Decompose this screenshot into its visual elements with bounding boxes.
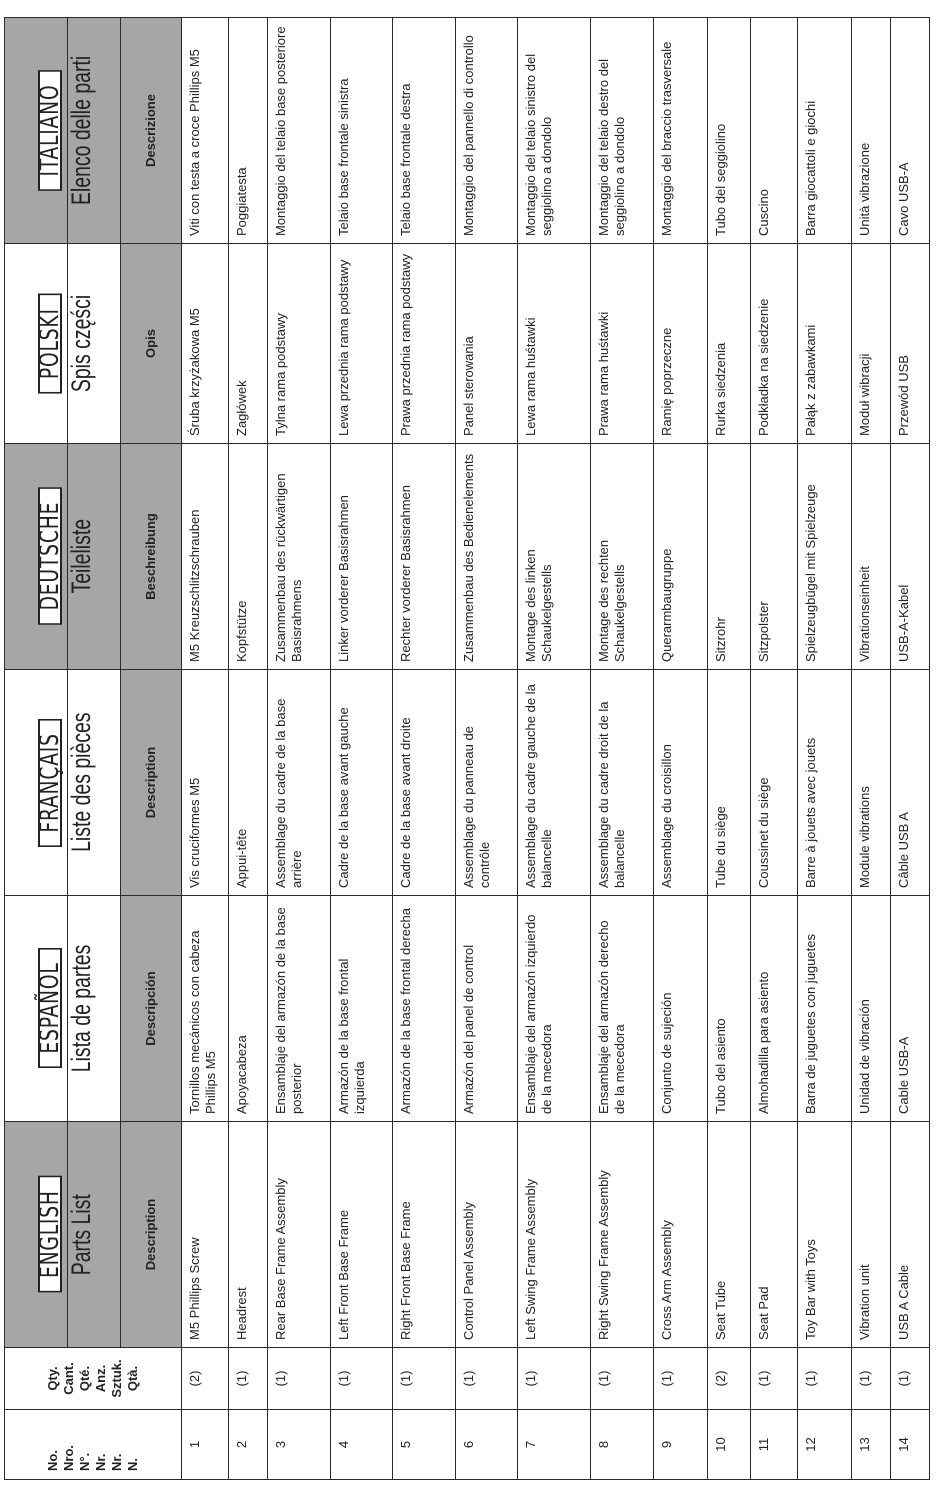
description-french: Assemblage du cadre de la base arrière	[267, 670, 330, 896]
description-french: Coussinet du siège	[750, 670, 797, 896]
table-row	[330, 18, 393, 1480]
table-row	[798, 18, 852, 1480]
description-polish: Ramię poprzeczne	[653, 244, 707, 444]
description-english: Seat Pad	[750, 1122, 797, 1348]
table-row	[393, 18, 456, 1480]
table-row	[518, 18, 591, 1480]
description-italian: Poggiatesta	[229, 18, 268, 244]
part-quantity: (1)	[393, 1348, 456, 1410]
part-number: 14	[890, 1410, 929, 1480]
description-spanish: Ensamblaje del armazón izquierdo de la mecedora	[518, 896, 591, 1122]
description-polish: Moduł wibracji	[852, 244, 891, 444]
part-quantity: (1)	[591, 1348, 654, 1410]
description-spanish: Armazón de la base frontal izquierda	[330, 896, 393, 1122]
part-number: 12	[798, 1410, 852, 1480]
description-english: Headrest	[229, 1122, 268, 1348]
title-cell-german	[67, 444, 121, 670]
description-header-spanish: Descripción	[121, 896, 181, 1122]
part-quantity: (2)	[707, 1348, 750, 1410]
description-french: Assemblage du croisillon	[653, 670, 707, 896]
description-italian: Tubo del seggiolino	[707, 18, 750, 244]
table-row	[229, 18, 268, 1480]
part-number: 8	[591, 1410, 654, 1480]
description-italian: Montaggio del telaio base posteriore	[267, 18, 330, 244]
description-header-polish: Opis	[121, 244, 181, 444]
description-english: Vibration unit	[852, 1122, 891, 1348]
table-row	[707, 18, 750, 1480]
part-number: 9	[653, 1410, 707, 1480]
language-cell-polish	[5, 244, 68, 444]
description-italian: Montaggio del telaio sinistro del seggiolino a dondolo	[518, 18, 591, 244]
description-german: Zusammenbau des Bedienelements	[455, 444, 518, 670]
description-french: Barre à jouets avec jouets	[798, 670, 852, 896]
table-row	[750, 18, 797, 1480]
table-row	[267, 18, 330, 1480]
language-name: ENGLISH	[38, 1176, 62, 1293]
description-italian: Montaggio del pannello di controllo	[455, 18, 518, 244]
description-spanish: Ensamblaje del armazón derecho de la mecedora	[591, 896, 654, 1122]
description-header-french: Description	[121, 670, 181, 896]
language-name: FRANÇAIS	[38, 718, 62, 846]
description-italian: Unità vibrazione	[852, 18, 891, 244]
description-italian: Cavo USB-A	[890, 18, 929, 244]
table-row	[181, 18, 228, 1480]
description-english: Control Panel Assembly	[455, 1122, 518, 1348]
title-cell-french	[67, 670, 121, 896]
description-polish: Podkładka na siedzenie	[750, 244, 797, 444]
parts-list-title: Lista de partes	[65, 944, 96, 1073]
description-english: Toy Bar with Toys	[798, 1122, 852, 1348]
description-italian: Cuscino	[750, 18, 797, 244]
description-polish: Lewa przednia rama podstawy	[330, 244, 393, 444]
table-row	[591, 18, 654, 1480]
part-quantity: (1)	[518, 1348, 591, 1410]
language-name: ESPAÑOL	[38, 949, 62, 1069]
description-french: Cadre de la base avant gauche	[330, 670, 393, 896]
description-spanish: Tornillos mecánicos con cabeza Phillips M5	[181, 896, 228, 1122]
part-quantity: (1)	[229, 1348, 268, 1410]
description-polish: Prawa rama huśtawki	[591, 244, 654, 444]
part-number: 5	[393, 1410, 456, 1480]
description-header-english: Description	[121, 1122, 181, 1348]
description-french: Module vibrations	[852, 670, 891, 896]
description-spanish: Almohadilla para asiento	[750, 896, 797, 1122]
description-french: Assemblage du panneau de contrôle	[455, 670, 518, 896]
description-german: USB-A-Kabel	[890, 444, 929, 670]
description-spanish: Tubo del asiento	[707, 896, 750, 1122]
description-german: Vibrationseinheit	[852, 444, 891, 670]
part-quantity: (1)	[653, 1348, 707, 1410]
description-spanish: Armazón de la base frontal derecha	[393, 896, 456, 1122]
description-italian: Viti con testa a croce Phillips M5	[181, 18, 228, 244]
description-french: Câble USB A	[890, 670, 929, 896]
description-german: M5 Kreuzschlitzschrauben	[181, 444, 228, 670]
description-polish: Tylna rama podstawy	[267, 244, 330, 444]
description-english: M5 Phillips Screw	[181, 1122, 228, 1348]
parts-list-title: Elenco delle parti	[65, 55, 96, 206]
description-italian: Barra giocattoli e giochi	[798, 18, 852, 244]
part-number: 1	[181, 1410, 228, 1480]
description-polish: Lewa rama huśtawki	[518, 244, 591, 444]
part-quantity: (1)	[852, 1348, 891, 1410]
language-name: ITALIANO	[38, 70, 62, 191]
part-quantity: (1)	[330, 1348, 393, 1410]
parts-list-title: Liste des pièces	[65, 712, 96, 853]
description-english: Right Swing Frame Assembly	[591, 1122, 654, 1348]
description-french: Vis cruciformes M5	[181, 670, 228, 896]
description-french: Appui-tête	[229, 670, 268, 896]
description-italian: Telaio base frontale sinistra	[330, 18, 393, 244]
description-polish: Panel sterowania	[455, 244, 518, 444]
title-cell-spanish	[67, 896, 121, 1122]
description-english: USB A Cable	[890, 1122, 929, 1348]
description-spanish: Conjunto de sujeción	[653, 896, 707, 1122]
parts-table	[4, 17, 930, 1480]
description-french: Cadre de la base avant droite	[393, 670, 456, 896]
description-german: Spielzeugbügel mit Spielzeuge	[798, 444, 852, 670]
part-number: 4	[330, 1410, 393, 1480]
description-english: Rear Base Frame Assembly	[267, 1122, 330, 1348]
description-italian: Montaggio del braccio trasversale	[653, 18, 707, 244]
title-cell-italian	[67, 18, 121, 244]
description-polish: Pałąk z zabawkami	[798, 244, 852, 444]
language-cell-german	[5, 444, 68, 670]
description-polish: Śruba krzyżakowa M5	[181, 244, 228, 444]
table-row	[890, 18, 929, 1480]
language-name: POLSKI	[38, 294, 62, 394]
title-cell-polish	[67, 244, 121, 444]
part-quantity: (2)	[181, 1348, 228, 1410]
language-name: DEUTSCHE	[38, 488, 62, 625]
quantity-column-header: Qty. Cant. Qté. Anz. Sztuk. Qtà.	[5, 1348, 182, 1410]
part-number: 2	[229, 1410, 268, 1480]
language-cell-italian	[5, 18, 68, 244]
description-german: Querarmbaugruppe	[653, 444, 707, 670]
description-french: Assemblage du cadre gauche de la balancelle	[518, 670, 591, 896]
description-german: Rechter vorderer Basisrahmen	[393, 444, 456, 670]
description-polish: Zagłówek	[229, 244, 268, 444]
description-spanish: Unidad de vibración	[852, 896, 891, 1122]
description-german: Kopfstütze	[229, 444, 268, 670]
part-quantity: (1)	[267, 1348, 330, 1410]
part-quantity: (1)	[798, 1348, 852, 1410]
description-french: Assemblage du cadre droit de la balancelle	[591, 670, 654, 896]
description-german: Sitzrohr	[707, 444, 750, 670]
title-cell-english	[67, 1122, 121, 1348]
description-german: Montage des rechten Schaukelgestells	[591, 444, 654, 670]
description-polish: Przewód USB	[890, 244, 929, 444]
description-polish: Rurka siedzenia	[707, 244, 750, 444]
description-spanish: Apoyacabeza	[229, 896, 268, 1122]
part-number: 7	[518, 1410, 591, 1480]
description-german: Montage des linken Schaukelgestells	[518, 444, 591, 670]
description-german: Linker vorderer Basisrahmen	[330, 444, 393, 670]
description-italian: Telaio base frontale destra	[393, 18, 456, 244]
parts-list-title: Parts List	[65, 1193, 96, 1276]
description-english: Right Front Base Frame	[393, 1122, 456, 1348]
description-english: Left Swing Frame Assembly	[518, 1122, 591, 1348]
part-number: 3	[267, 1410, 330, 1480]
table-row	[455, 18, 518, 1480]
description-header-german: Beschreibung	[121, 444, 181, 670]
part-number: 10	[707, 1410, 750, 1480]
part-number: 11	[750, 1410, 797, 1480]
description-spanish: Barra de juguetes con juguetes	[798, 896, 852, 1122]
parts-list-title: Teileliste	[65, 519, 96, 594]
language-cell-french	[5, 670, 68, 896]
description-spanish: Cable USB-A	[890, 896, 929, 1122]
description-spanish: Armazón del panel de control	[455, 896, 518, 1122]
language-cell-english	[5, 1122, 68, 1348]
part-number: 6	[455, 1410, 518, 1480]
description-french: Tube du siège	[707, 670, 750, 896]
parts-list-title: Spis części	[65, 294, 96, 393]
description-german: Zusammenbau des rückwärtigen Basisrahmens	[267, 444, 330, 670]
part-quantity: (1)	[455, 1348, 518, 1410]
description-english: Seat Tube	[707, 1122, 750, 1348]
table-row	[852, 18, 891, 1480]
description-polish: Prawa przednia rama podstawy	[393, 244, 456, 444]
description-header-italian: Descrizione	[121, 18, 181, 244]
description-italian: Montaggio del telaio destro del seggiolino a dondolo	[591, 18, 654, 244]
description-english: Cross Arm Assembly	[653, 1122, 707, 1348]
table-row	[653, 18, 707, 1480]
description-german: Sitzpolster	[750, 444, 797, 670]
number-column-header: No. Nro. N°. Nr. Nr. N.	[5, 1410, 182, 1480]
language-cell-spanish	[5, 896, 68, 1122]
part-quantity: (1)	[750, 1348, 797, 1410]
description-english: Left Front Base Frame	[330, 1122, 393, 1348]
description-spanish: Ensamblaje del armazón de la base posterior	[267, 896, 330, 1122]
part-quantity: (1)	[890, 1348, 929, 1410]
part-number: 13	[852, 1410, 891, 1480]
